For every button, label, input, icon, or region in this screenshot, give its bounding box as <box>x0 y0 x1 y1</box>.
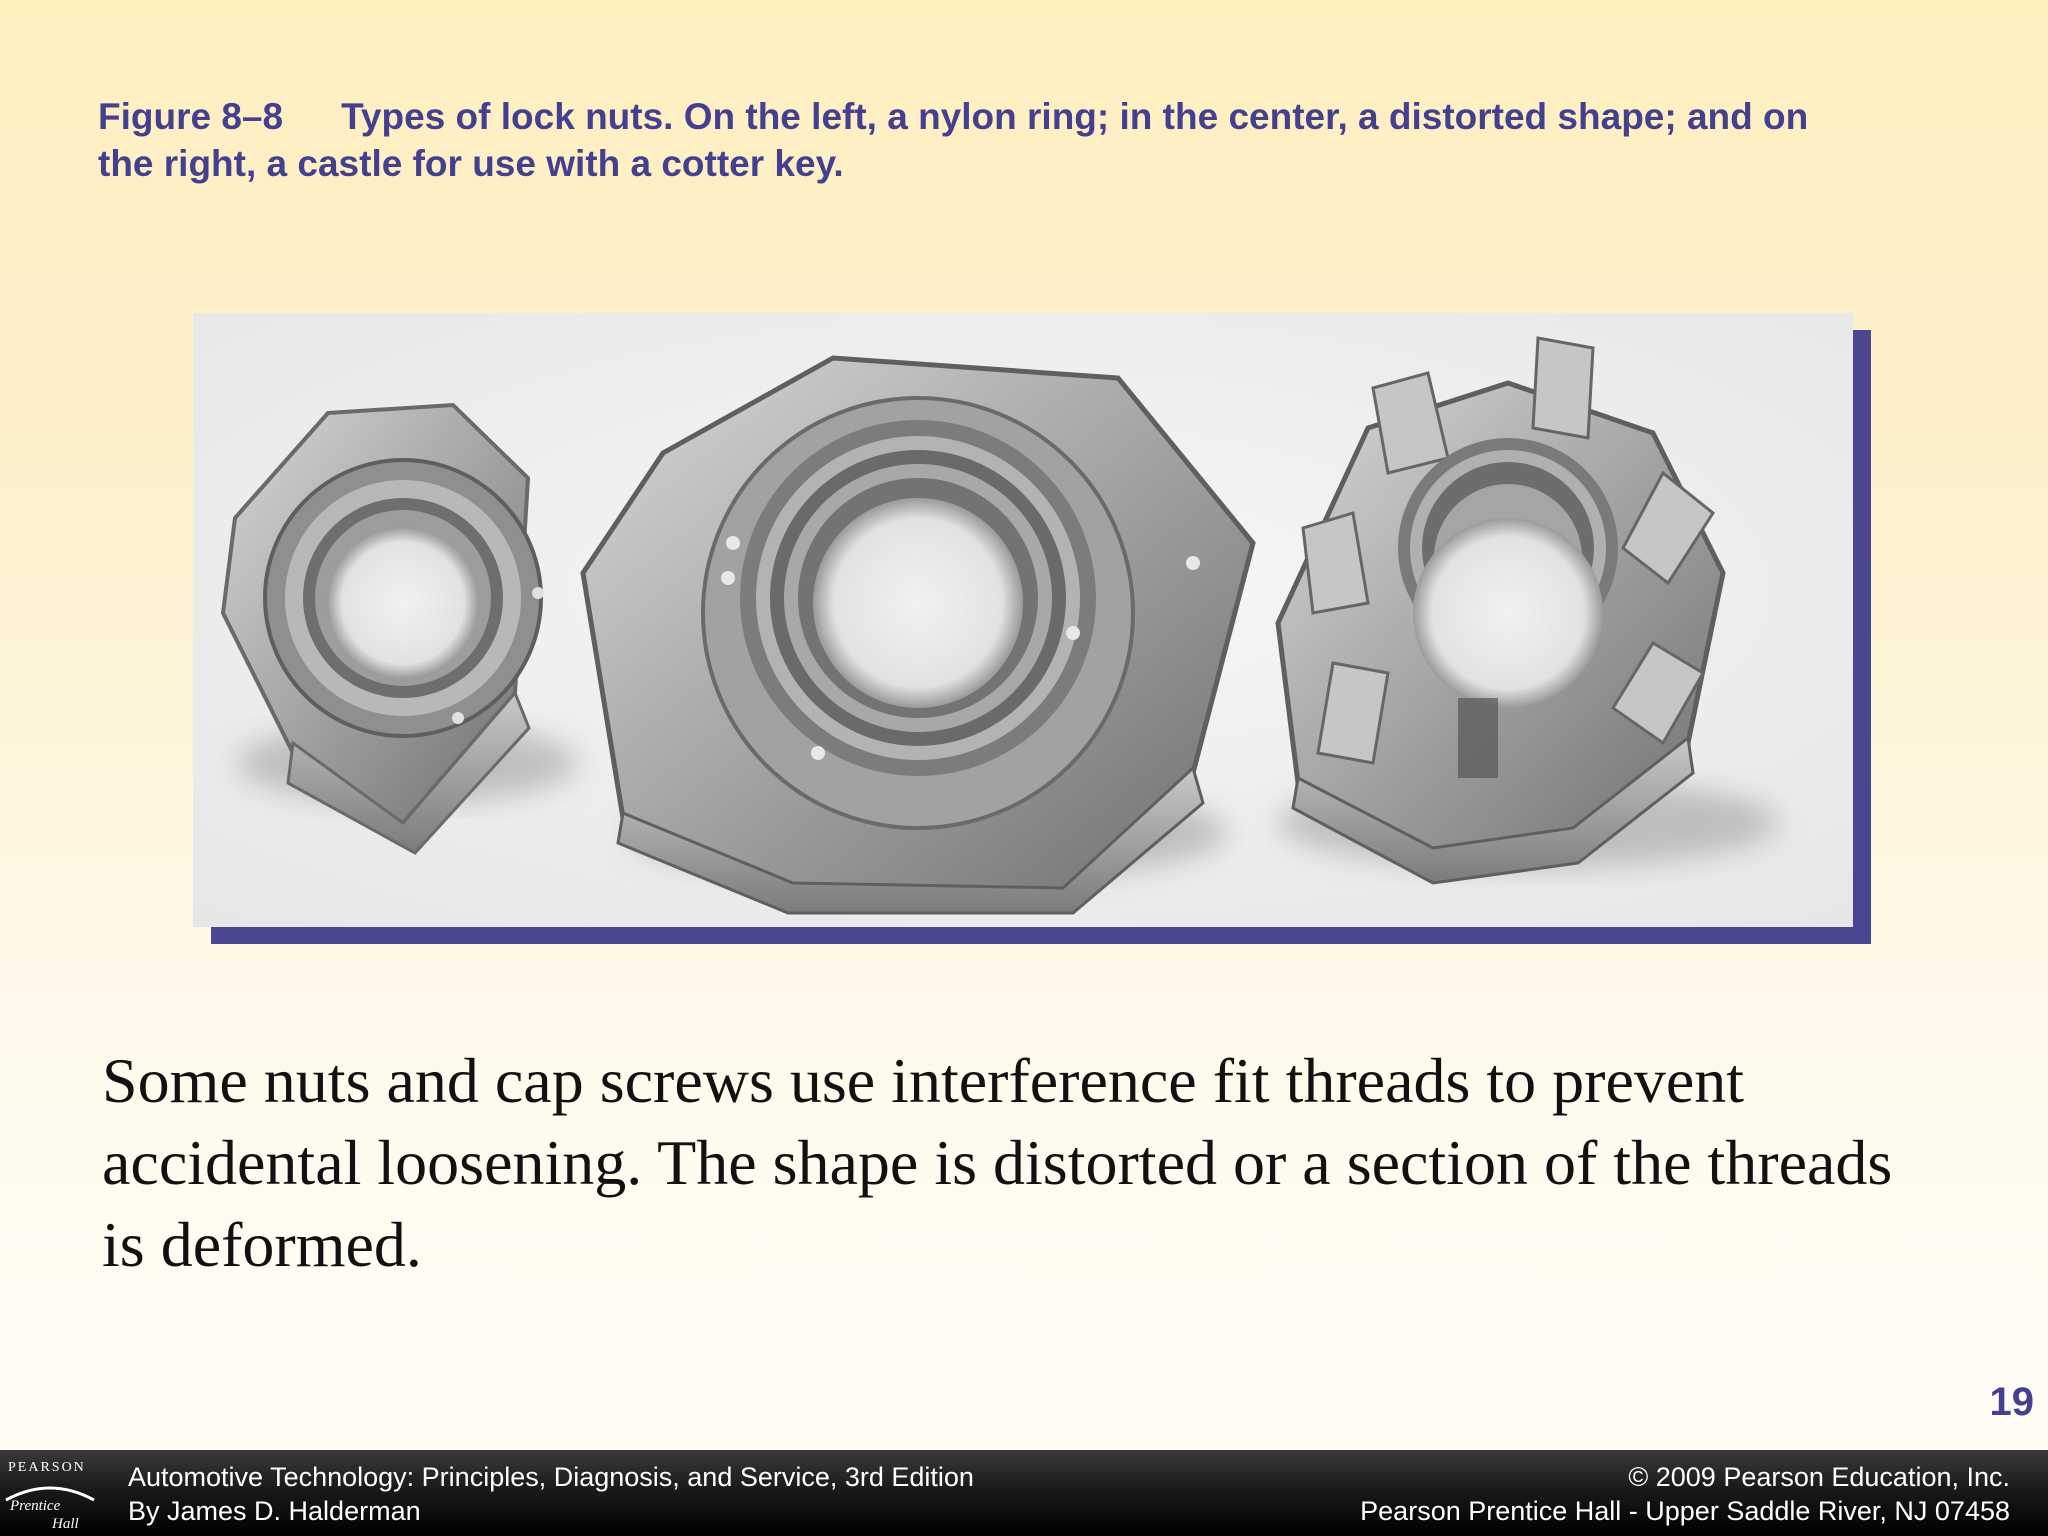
figure-caption-text: Types of lock nuts. On the left, a nylon ring; in the center, a distorted shape; and on the right, a castle for use with a cotter key. <box>98 96 1809 184</box>
footer-bar <box>0 1450 2048 1536</box>
pearson-prentice-hall-logo <box>0 1450 104 1536</box>
slide-body-text: Some nuts and cap screws use interference fit threads to prevent accidental loosening. The shape is distorted or a section of the threads is deformed. <box>102 1045 1893 1280</box>
page-number: 19 <box>1989 1380 2034 1424</box>
distorted-shape-nut <box>583 358 1253 913</box>
logo-hall-text: Hall <box>52 1516 79 1532</box>
figure-label: Figure 8–8 <box>98 96 284 137</box>
footer-author: By James D. Halderman <box>128 1496 421 1526</box>
logo-pearson-text: PEARSON <box>8 1460 86 1475</box>
logo-prentice-text: Prentice <box>10 1498 61 1514</box>
footer-publisher: Pearson Prentice Hall - Upper Saddle River, NJ 07458 <box>1360 1496 2010 1526</box>
lock-nuts-photo <box>193 313 1853 927</box>
nylon-ring-nut <box>223 405 578 853</box>
footer-copyright: © 2009 Pearson Education, Inc. <box>1628 1462 2010 1492</box>
figure-caption <box>98 93 1858 187</box>
footer-book-title: Automotive Technology: Principles, Diagnosis, and Service, 3rd Edition <box>128 1462 974 1492</box>
